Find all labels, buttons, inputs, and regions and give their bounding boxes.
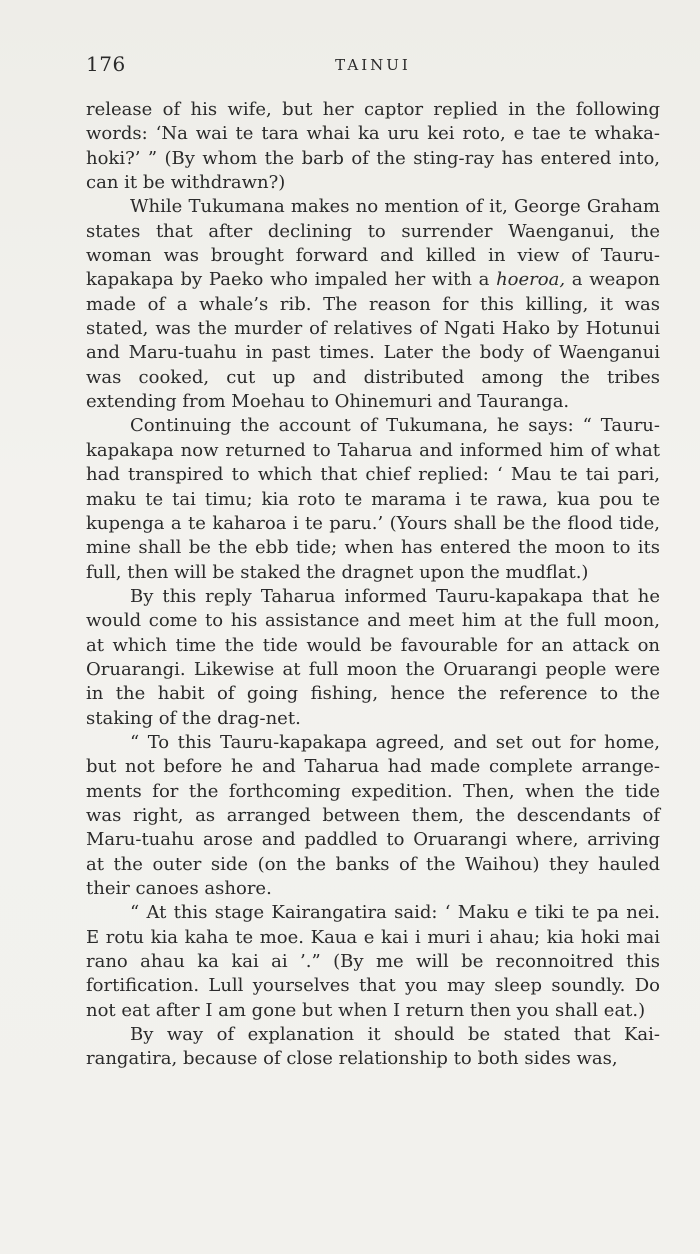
page-number: 176 [86, 52, 126, 76]
paragraph-2 [86, 195, 660, 414]
running-title: TAINUI [335, 56, 411, 74]
paragraph-2-text-a: While Tukumana makes no mention of it, George Graham states that after declining to surrender Waenganui, the woman was brought forward and killed in view of Tauru-kapakapa by Paeko who impaled her with a [86, 196, 660, 291]
body-text [86, 98, 660, 1072]
paragraph-5: “ To this Tauru-kapakapa agreed, and set out for home, but not before he and Taharua had made complete arrangements for the forthcoming expedition. Then, when the tide was right, as arranged between them, the descendants of Maru-tuahu arose and paddled to Oruarangi where, arriving at the outer side (on the banks of the Waihou) they hauled their canoes ashore. [86, 731, 660, 899]
paragraph-2-text-b: a weapon made of a whale’s rib. The reason for this killing, it was stated, was the murder of relatives of Ngati Hako by Hotunui and Maru-tuahu in past times. Later the body of Waenganui was cooked, cut up and distributed among the tribes extending from Moehau to Ohinemuri and Tauranga. [86, 269, 660, 413]
paragraph-7: By way of explanation it should be stated that Kairangatira, because of close relationship to both sides was, [86, 1024, 660, 1070]
paragraph-6: “ At this stage Kairangatira said: ‘ Maku e tiki te pa nei. E rotu kia kaha te moe. Kaua e kai i muri i ahau; kia hoki mai rano ahau ka kai ai ’.” (By me will be reconnoitred this fortification. Lull yourselves that you may sleep soundly. Do not eat after I am gone but when I return then you shall eat.) [86, 902, 660, 1021]
paragraph-4: By this reply Taharua informed Tauru-kapakapa that he would come to his assistance and meet him at the full moon, at which time the tide would be favourable for an attack on Oruarangi. Likewise at full moon the Oruarangi people were in the habit of going fishing, hence the reference to the staking of the drag-net. [86, 585, 660, 729]
paragraph-2-hoeroa: hoeroa, [496, 269, 566, 291]
page-header [86, 52, 660, 82]
paragraph-3: Continuing the account of Tukumana, he says: “ Taurukapakapa now returned to Taharua and informed him of what had transpired to which that chief replied: ‘ Mau te tai pari, maku te tai timu; kia roto te marama i te rawa, kua pou te kupenga a te kaharoa i te paru.’ (Yours shall be the flood tide, mine shall be the ebb tide; when has entered the moon to its full, then will be staked the dragnet upon the mudflat.) [86, 415, 660, 583]
paragraph-1: release of his wife, but her captor replied in the following words: ‘Na wai te tara whai ka uru kei roto, e tae te whakahoki?’ ” (By whom the barb of the sting-ray has entered into, can it be withdrawn?) [86, 99, 660, 194]
